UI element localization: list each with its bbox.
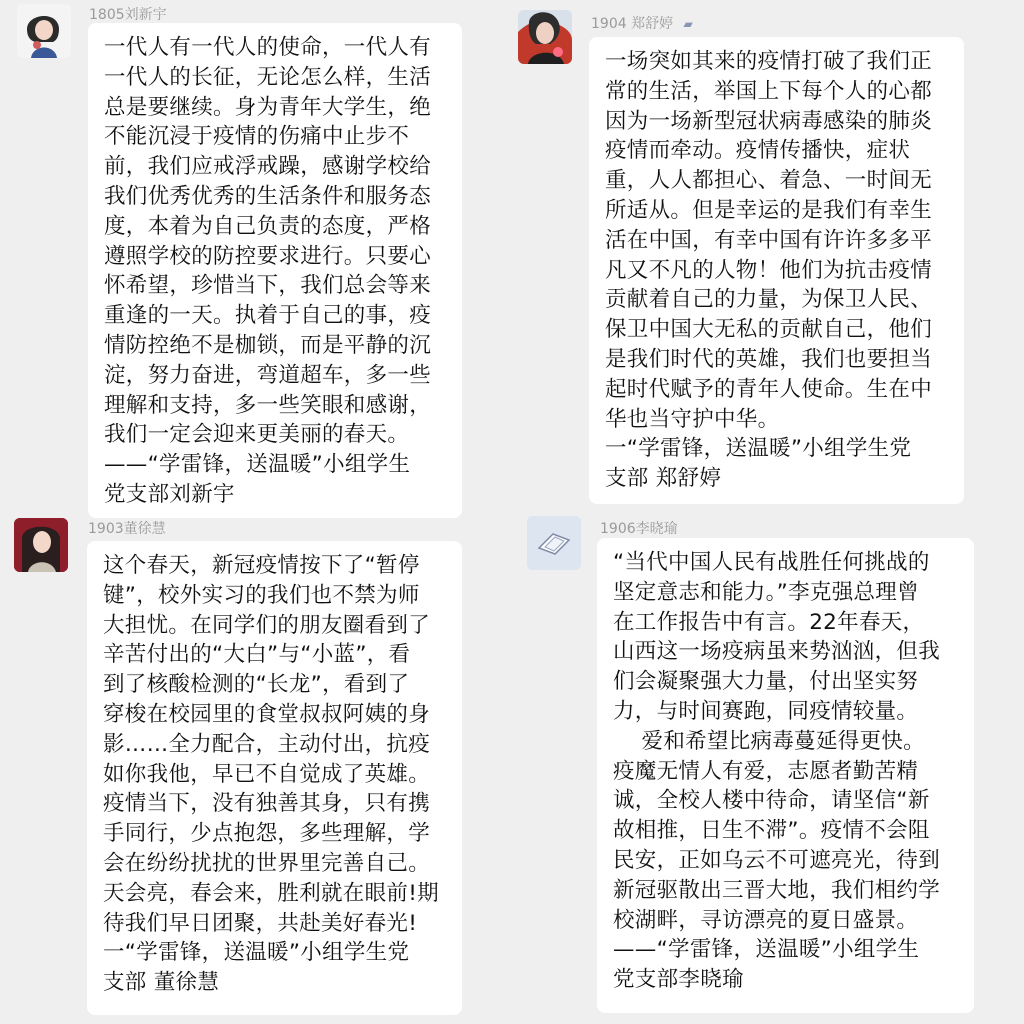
message-text: 前，我们应戒浮戒躁，感谢学校给 — [104, 154, 432, 180]
message-text: 重，人人都担心、着急、一时间无 — [605, 168, 933, 194]
message-text: 力，与时间赛跑，同疫情较量。 — [613, 698, 919, 724]
message-text: 手同行，少点抱怨，多些理解，学 — [103, 821, 431, 847]
message-text: 度，本着为自己负责的态度，严格 — [104, 213, 432, 239]
message-text: 党支部刘新宇 — [104, 481, 235, 507]
message-text: 活在中国，有幸中国有许许多多平 — [605, 227, 933, 253]
message-text: 起时代赋予的青年人使命。生在中 — [605, 376, 933, 402]
message-text: 不能沉浸于疫情的伤痛中止步不 — [104, 124, 410, 150]
message-bubble — [87, 541, 462, 1015]
message-text: 一代人有一代人的使命，一代人有 — [104, 35, 432, 60]
message-text: 一代人的长征，无论怎么样，生活 — [104, 64, 432, 90]
message-text: 凡又不凡的人物！他们为抗击疫情 — [605, 257, 933, 283]
message-text: 校湖畔，寻访漂亮的夏日盛景。 — [613, 907, 919, 933]
sender-name: 1805刘新宇 — [89, 7, 167, 23]
message-text: 新冠驱散出三晋大地，我们相约学 — [613, 877, 941, 903]
message-text: 保卫中国大无私的贡献自己，他们 — [605, 317, 933, 343]
message-bubble — [589, 37, 964, 504]
avatar[interactable] — [527, 516, 581, 570]
message-text: 因为一场新型冠状病毒感染的肺炎 — [605, 108, 933, 134]
message-text: 一场突如其来的疫情打破了我们正 — [605, 49, 933, 74]
message-text: 情防控绝不是枷锁，而是平静的沉 — [104, 332, 432, 358]
message-text: 党支部李晓瑜 — [613, 967, 744, 993]
message-text: 常的生活，举国上下每个人的心都 — [605, 78, 933, 104]
sender-name-text: 1904 郑舒婷 — [591, 16, 674, 32]
message-text: 理解和支持，多一些笑眼和感谢， — [104, 392, 432, 418]
message-text: 如你我他，早已不自觉成了英雄。 — [103, 761, 431, 787]
message-bubble — [88, 23, 462, 518]
message-text: 我们一定会迎来更美丽的春天。 — [104, 422, 410, 448]
message-text: 华也当守护中华。 — [605, 406, 780, 432]
message-text: 疫魔无情人有爱，志愿者勤苦精 — [613, 758, 919, 784]
avatar[interactable] — [17, 4, 71, 58]
message-text: 键”，校外实习的我们也不禁为师 — [103, 582, 420, 608]
message-text: 到了核酸检测的“长龙”，看到了 — [103, 672, 410, 698]
message-bubble — [597, 538, 974, 1013]
message-text: 所适从。但是幸运的是我们有幸生 — [605, 197, 933, 223]
message-text: 支部 郑舒婷 — [605, 466, 722, 492]
message-text: 一“学雷锋，送温暖”小组学生党 — [605, 436, 912, 462]
message-text: 贡献着自己的力量，为保卫人民、 — [605, 287, 933, 313]
message-text: 在工作报告中有言。22年春天， — [613, 609, 925, 635]
message-text: 一“学雷锋，送温暖”小组学生党 — [103, 940, 410, 966]
message-text: 民安，正如乌云不可遮亮光，待到 — [613, 847, 941, 873]
message-text: 山西这一场疫病虽来势汹汹，但我 — [613, 639, 941, 665]
avatar[interactable] — [14, 518, 68, 572]
message-text: 淀，努力奋进，弯道超车，多一些 — [104, 362, 432, 388]
message-text: 疫情而牵动。疫情传播快，症状 — [605, 138, 911, 164]
message-text: 坚定意志和能力。”李克强总理曾 — [613, 579, 919, 605]
sender-name: 1903董徐慧 — [88, 521, 166, 537]
phone-icon: ▰ — [683, 17, 693, 31]
message-text: ——“学雷锋，送温暖”小组学生 — [104, 452, 411, 478]
message-text: 辛苦付出的“大白”与“小蓝”，看 — [103, 642, 411, 668]
sender-name — [591, 13, 693, 33]
message-text: 待我们早日团聚，共赴美好春光! — [103, 910, 418, 936]
sender-name: 1906李晓瑜 — [600, 521, 678, 537]
message-text: ——“学雷锋，送温暖”小组学生 — [613, 937, 920, 963]
message-text: 爱和希望比病毒蔓延得更快。 — [613, 728, 925, 754]
message-text: 遵照学校的防控要求进行。只要心 — [104, 243, 432, 269]
message-text: 们会凝聚强大力量，付出坚实努 — [613, 669, 919, 695]
message-text: 我们优秀优秀的生活条件和服务态 — [104, 183, 432, 209]
message-text: 诚，全校人楼中待命，请坚信“新 — [613, 788, 930, 814]
message-text: 重逢的一天。执着于自己的事，疫 — [104, 303, 432, 329]
message-text: 是我们时代的英雄，我们也要担当 — [605, 346, 933, 372]
message-text: 故相推，日生不滞”。疫情不会阻 — [613, 818, 930, 844]
message-text: 穿梭在校园里的食堂叔叔阿姨的身 — [103, 701, 431, 727]
avatar[interactable] — [518, 10, 572, 64]
message-text: 疫情当下，没有独善其身，只有携 — [103, 791, 431, 817]
message-text: 影……全力配合，主动付出，抗疫 — [103, 731, 431, 757]
message-text: 大担忧。在同学们的朋友圈看到了 — [103, 612, 431, 638]
message-text: 总是要继续。身为青年大学生，绝 — [104, 94, 432, 120]
message-text: “当代中国人民有战胜任何挑战的 — [613, 550, 930, 575]
message-text: 支部 董徐慧 — [103, 970, 220, 996]
message-text: 会在纷纷扰扰的世界里完善自己。 — [103, 850, 431, 876]
message-text: 怀希望，珍惜当下，我们总会等来 — [104, 273, 432, 299]
message-text: 这个春天，新冠疫情按下了“暂停 — [103, 553, 420, 578]
message-text: 天会亮，春会来，胜利就在眼前!期 — [103, 880, 439, 906]
